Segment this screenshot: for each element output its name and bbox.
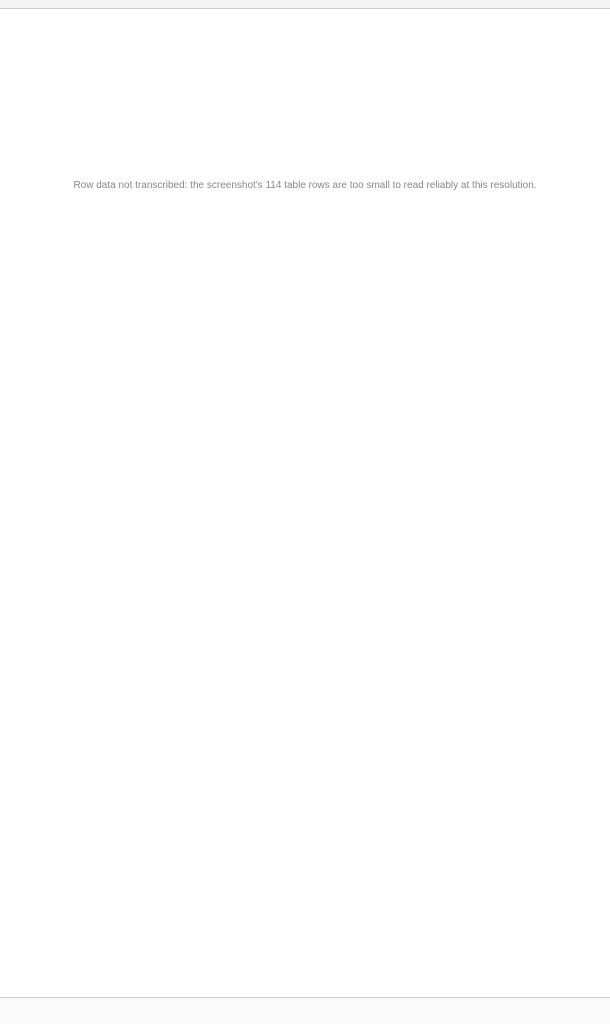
page-title xyxy=(0,0,610,9)
empty-note: Row data not transcribed: the screenshot's 114 table rows are too small to read reliably at this resolution. xyxy=(73,180,537,191)
footer xyxy=(0,997,610,1024)
